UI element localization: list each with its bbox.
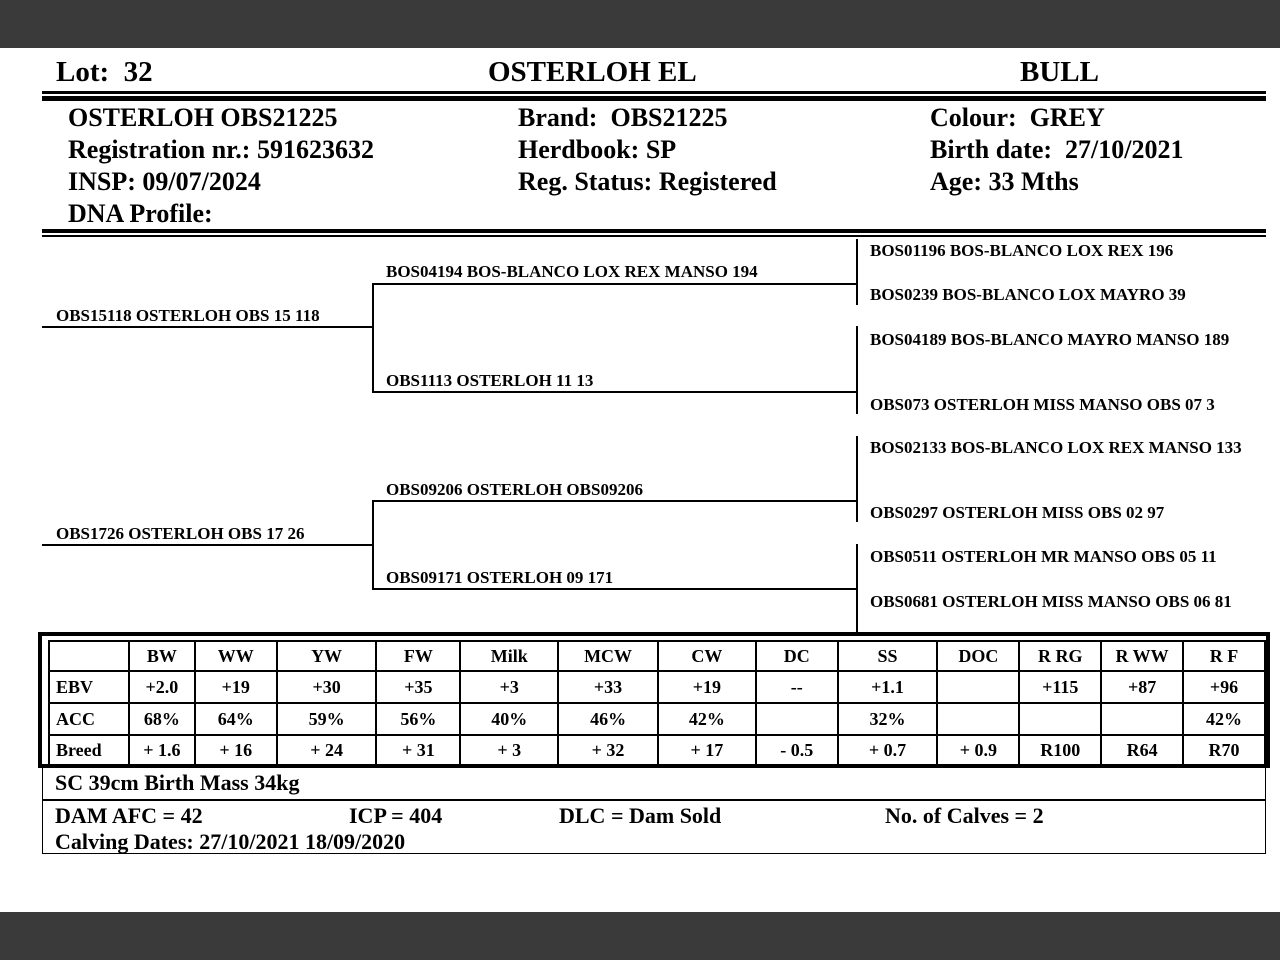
acc-cell: 68% (129, 703, 195, 735)
column-header: Milk (460, 641, 558, 671)
sire-line (42, 326, 372, 328)
table-row (49, 671, 1265, 703)
column-header: WW (195, 641, 277, 671)
breed-cell: + 32 (558, 735, 658, 765)
ebv-cell: +2.0 (129, 671, 195, 703)
brand: Brand: OBS21225 (518, 103, 728, 132)
birth-date: Birth date: 27/10/2021 (930, 135, 1184, 164)
breed-cell: R70 (1183, 735, 1265, 765)
ebv-cell: +87 (1101, 671, 1183, 703)
breed-cell: + 31 (376, 735, 460, 765)
table-row (49, 703, 1265, 735)
info-col-2 (518, 102, 777, 198)
acc-cell: 32% (838, 703, 938, 735)
header-rule (42, 91, 1266, 94)
ebv-table-frame (38, 632, 1270, 768)
ebv-cell (937, 671, 1019, 703)
pedigree-dam: OBS1726 OSTERLOH OBS 17 26 (56, 524, 305, 543)
breed-cell: R100 (1019, 735, 1101, 765)
colour: Colour: GREY (930, 103, 1105, 132)
corner-cell (49, 641, 129, 671)
pedigree-sire: OBS15118 OSTERLOH OBS 15 118 (56, 306, 320, 325)
calving-dates: Calving Dates: 27/10/2021 18/09/2020 (55, 829, 406, 854)
dlc: DLC = Dam Sold (559, 803, 722, 828)
dam-bracket (372, 500, 374, 589)
ebv-cell: +115 (1019, 671, 1101, 703)
dam-afc: DAM AFC = 42 (55, 803, 203, 828)
breed-cell: + 1.6 (129, 735, 195, 765)
bottom-dark-bar (0, 912, 1280, 960)
ebv-cell: -- (756, 671, 838, 703)
measures-text: SC 39cm Birth Mass 34kg (55, 770, 300, 795)
sire-sire-line (372, 283, 856, 285)
ebv-cell: +1.1 (838, 671, 938, 703)
ebv-cell: +3 (460, 671, 558, 703)
pedigree-sire-sire: BOS04194 BOS-BLANCO LOX REX MANSO 194 (386, 262, 758, 281)
info-rule (42, 235, 1266, 237)
lot-heading: Lot: 32 (56, 56, 153, 88)
breed-cell: + 3 (460, 735, 558, 765)
registration-number: Registration nr.: 591623632 (68, 135, 374, 164)
ebv-table (48, 640, 1266, 766)
dam-dam-line (372, 588, 856, 590)
column-header: YW (277, 641, 377, 671)
insp-date: INSP: 09/07/2024 (68, 167, 261, 196)
acc-cell: 56% (376, 703, 460, 735)
pedigree-gg-8: OBS0681 OSTERLOH MISS MANSO OBS 06 81 (870, 592, 1232, 611)
top-dark-bar (0, 0, 1280, 48)
column-header: MCW (558, 641, 658, 671)
row-label: ACC (49, 703, 129, 735)
pedigree-gg-7: OBS0511 OSTERLOH MR MANSO OBS 05 11 (870, 547, 1217, 566)
gg-bracket-4 (856, 544, 858, 632)
acc-cell: 40% (460, 703, 558, 735)
column-header: R WW (1101, 641, 1183, 671)
breed-cell: R64 (1101, 735, 1183, 765)
column-header: SS (838, 641, 938, 671)
acc-cell (1019, 703, 1101, 735)
herdbook: Herdbook: SP (518, 135, 677, 164)
row-label: Breed (49, 735, 129, 765)
info-col-3 (930, 102, 1184, 198)
column-header: BW (129, 641, 195, 671)
measures-box (42, 768, 1266, 800)
dam-box (42, 800, 1266, 854)
acc-cell: 42% (658, 703, 756, 735)
pedigree-gg-2: BOS0239 BOS-BLANCO LOX MAYRO 39 (870, 285, 1186, 304)
column-header: DC (756, 641, 838, 671)
pedigree-gg-4: OBS073 OSTERLOH MISS MANSO OBS 07 3 (870, 395, 1215, 414)
dam-sire-line (372, 500, 856, 502)
acc-cell: 42% (1183, 703, 1265, 735)
breed-cell: + 17 (658, 735, 756, 765)
ebv-cell: +96 (1183, 671, 1265, 703)
pedigree-dam-sire: OBS09206 OSTERLOH OBS09206 (386, 480, 643, 499)
column-header: FW (376, 641, 460, 671)
sire-dam-line (372, 391, 856, 393)
animal-title: OSTERLOH EL (488, 56, 697, 88)
info-rule-thick (42, 229, 1266, 233)
acc-cell (937, 703, 1019, 735)
table-row (49, 735, 1265, 765)
pedigree-sire-dam: OBS1113 OSTERLOH 11 13 (386, 371, 594, 390)
pedigree-gg-6: OBS0297 OSTERLOH MISS OBS 02 97 (870, 503, 1165, 522)
pedigree-gg-5: BOS02133 BOS-BLANCO LOX REX MANSO 133 (870, 438, 1242, 457)
acc-cell: 59% (277, 703, 377, 735)
ebv-cell: +33 (558, 671, 658, 703)
info-col-1 (68, 102, 374, 230)
acc-cell (1101, 703, 1183, 735)
gg-bracket-3 (856, 436, 858, 522)
breed-cell: - 0.5 (756, 735, 838, 765)
ebv-header-row (49, 641, 1265, 671)
column-header: R F (1183, 641, 1265, 671)
reg-status: Reg. Status: Registered (518, 167, 777, 196)
ebv-cell: +30 (277, 671, 377, 703)
acc-cell: 46% (558, 703, 658, 735)
column-header: CW (658, 641, 756, 671)
pedigree-dam-dam: OBS09171 OSTERLOH 09 171 (386, 568, 614, 587)
ebv-cell: +35 (376, 671, 460, 703)
acc-cell: 64% (195, 703, 277, 735)
breed-cell: + 0.9 (937, 735, 1019, 765)
sex-label: BULL (1020, 56, 1099, 88)
animal-name: OSTERLOH OBS21225 (68, 103, 338, 132)
pedigree-gg-1: BOS01196 BOS-BLANCO LOX REX 196 (870, 241, 1174, 260)
calves-count: No. of Calves = 2 (885, 803, 1044, 828)
column-header: R RG (1019, 641, 1101, 671)
sire-bracket (372, 283, 374, 392)
age: Age: 33 Mths (930, 167, 1079, 196)
pedigree-gg-3: BOS04189 BOS-BLANCO MAYRO MANSO 189 (870, 330, 1230, 349)
gg-bracket-1 (856, 239, 858, 305)
breed-cell: + 16 (195, 735, 277, 765)
column-header: DOC (937, 641, 1019, 671)
dna-profile: DNA Profile: (68, 199, 213, 228)
dam-line (42, 544, 372, 546)
ebv-cell: +19 (195, 671, 277, 703)
icp: ICP = 404 (349, 803, 443, 828)
row-label: EBV (49, 671, 129, 703)
acc-cell (756, 703, 838, 735)
gg-bracket-2 (856, 326, 858, 414)
breed-cell: + 24 (277, 735, 377, 765)
breed-cell: + 0.7 (838, 735, 938, 765)
ebv-cell: +19 (658, 671, 756, 703)
header-rule-thick (42, 96, 1266, 101)
